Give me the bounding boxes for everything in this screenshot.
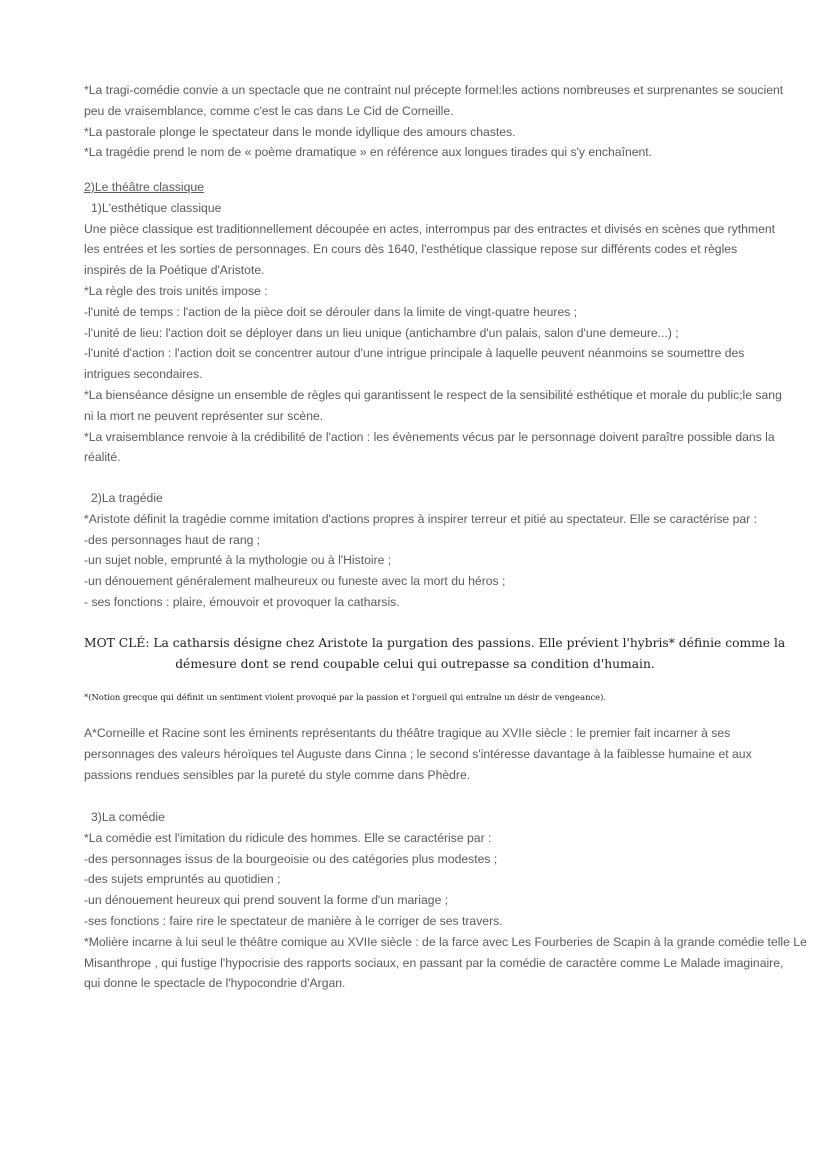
- subsection-comedy: [84, 807, 807, 994]
- text-line: -l'unité de lieu: l'action doit se déployer dans un lieu unique (antichambre d'un palais, salon d'une demeure...) ;: [84, 325, 679, 340]
- text-line: -un dénouement généralement malheureux ou funeste avec la mort du héros ;: [84, 574, 506, 589]
- text-line: Une pièce classique est traditionnellement découpée en actes, interrompus par des entractes et divisés en scènes que rythment: [84, 221, 776, 236]
- intro-paragraph: [84, 80, 784, 163]
- text-line: -des sujets empruntés au quotidien ;: [84, 872, 281, 887]
- text-line: -ses fonctions : faire rire le spectateur de manière à le corriger de ses travers.: [84, 913, 503, 928]
- text-line: *La pastorale plonge le spectateur dans le monde idyllique des amours chastes.: [84, 124, 516, 139]
- text-line: intrigues secondaires.: [84, 367, 203, 382]
- text-line: -un sujet noble, emprunté à la mythologie ou à l'Histoire ;: [84, 553, 392, 568]
- text-line: - ses fonctions : plaire, émouvoir et provoquer la catharsis.: [84, 594, 400, 609]
- text-line: inspirés de la Poétique d'Aristote.: [84, 263, 265, 278]
- text-line: -l'unité de temps : l'action de la pièce doit se dérouler dans la limite de vingt-quatre heures ;: [84, 304, 578, 319]
- subsection-title-comedy: 3)La comédie: [91, 810, 165, 824]
- keyword-callout: [84, 633, 786, 675]
- section-title: 2)Le théâtre classique: [84, 180, 204, 194]
- subsection-tragedy: [84, 488, 757, 613]
- text-line: *La vraisemblance renvoie à la crédibilité de l'action : les évènements vécus par le personnage doivent paraître possible dans la: [84, 429, 775, 444]
- text-line: personnages des valeurs héroïques tel Auguste dans Cinna ; le second s'intéresse davantage à la faiblesse humaine et aux: [84, 746, 752, 761]
- text-line: les entrées et les sorties de personnages. En cours dès 1640, l'esthétique classique repose sur différents codes et règles: [84, 242, 738, 257]
- subsection-title-aesthetics: 1)L'esthétique classique: [91, 200, 222, 215]
- text-line: peu de vraisemblance, comme c'est le cas dans Le Cid de Corneille.: [84, 103, 454, 118]
- keyword-line: démesure dont se rend coupable celui qui outrepasse sa condition d'humain.: [175, 657, 655, 671]
- keyword-line: MOT CLÉ: La catharsis désigne chez Aristote la purgation des passions. Elle prévient l'hybris* définie comme la: [84, 636, 786, 650]
- authors-paragraph: [84, 723, 752, 785]
- text-line: -l'unité d'action : l'action doit se concentrer autour d'une intrigue principale à laquelle peuvent néanmoins se soumettre des: [84, 346, 745, 361]
- text-line: réalité.: [84, 450, 121, 465]
- text-line: passions rendues sensibles par la pureté du style comme dans Phèdre.: [84, 767, 471, 782]
- text-line: *La comédie est l'imitation du ridicule des hommes. Elle se caractérise par :: [84, 830, 492, 845]
- text-line: -des personnages issus de la bourgeoisie ou des catégories plus modestes ;: [84, 851, 498, 866]
- text-line: A*Corneille et Racine sont les éminents représentants du théâtre tragique au XVIIe siècle : le premier fait incarner à ses: [84, 726, 731, 740]
- text-line: *La tragédie prend le nom de « poème dramatique » en référence aux longues tirades qui s'y enchaînent.: [84, 145, 653, 160]
- text-line: *Aristote définit la tragédie comme imitation d'actions propres à inspirer terreur et pitié au spectateur. Elle se caractérise par :: [84, 511, 757, 526]
- text-line: *La bienséance désigne un ensemble de règles qui garantissent le respect de la sensibilité esthétique et morale du public;le sang: [84, 387, 782, 402]
- text-line: qui donne le spectacle de l'hypocondrie d'Argan.: [84, 976, 346, 991]
- text-line: Misanthrope , qui fustige l'hypocrisie des rapports sociaux, en passant par la comédie de caractère comme Le Malade imaginaire,: [84, 955, 784, 970]
- text-line: -des personnages haut de rang ;: [84, 532, 261, 547]
- footnote: *(Notion grecque qui définit un sentiment violent provoqué par la passion et l'orgueil qui entraîne un désir de vengeance).: [84, 692, 607, 702]
- text-line: *Molière incarne à lui seul le théâtre comique au XVIIe siècle : de la farce avec Les Fourberies de Scapin à la grande comédie telle Le: [84, 934, 807, 949]
- text-line: ni la mort ne peuvent représenter sur scène.: [84, 408, 324, 423]
- section-classical-theatre: [84, 177, 782, 468]
- text-line: *La règle des trois unités impose :: [84, 283, 268, 298]
- text-line: *La tragi-comédie convie a un spectacle que ne contraint nul précepte formel:les actions nombreuses et surprenantes se soucient: [84, 83, 784, 97]
- text-line: -un dénouement heureux qui prend souvent la forme d'un mariage ;: [84, 893, 449, 908]
- subsection-title-tragedy: 2)La tragédie: [91, 491, 163, 505]
